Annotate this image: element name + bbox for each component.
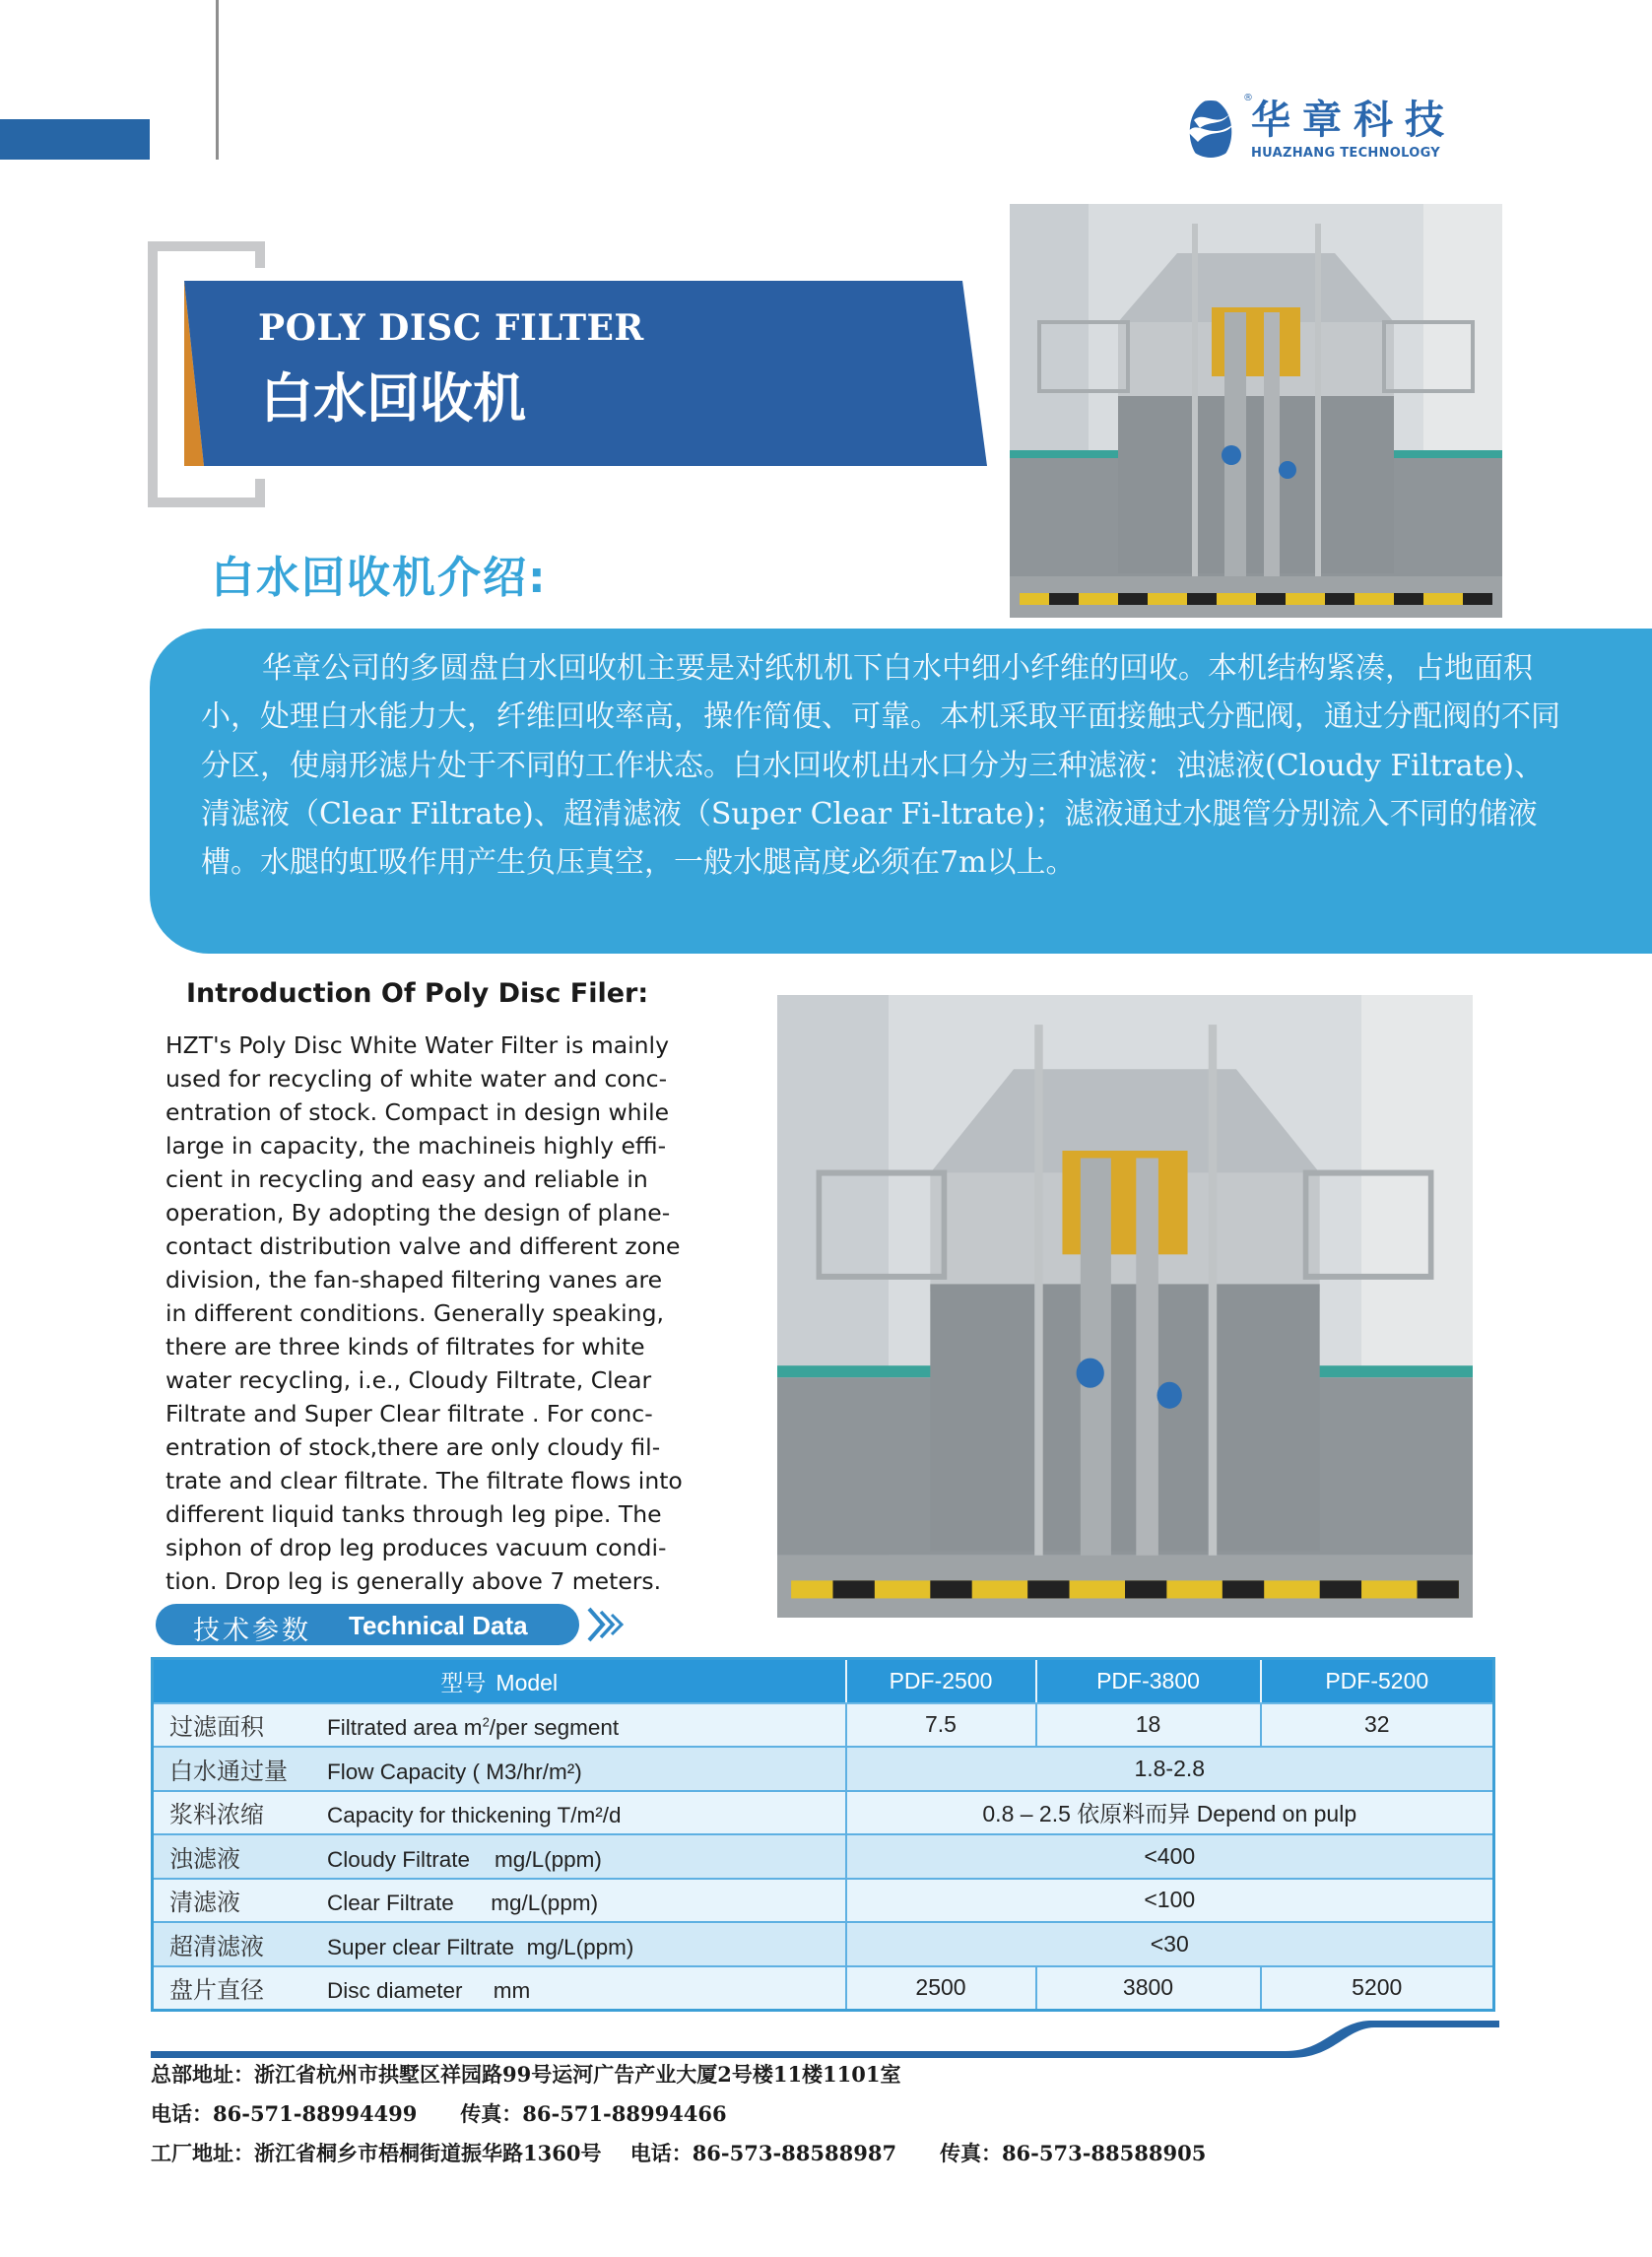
table-cell: <400 xyxy=(846,1834,1494,1879)
table-header-row xyxy=(153,1659,1494,1703)
intro-en-line: water recycling, i.e., Cloudy Filtrate, Clear xyxy=(165,1366,652,1394)
triple-chevron-right-icon xyxy=(587,1606,632,1643)
footer-hq-contact: 电话：86-571-88994499 传真：86-571-88994466 xyxy=(151,2101,727,2126)
model-pdf-5200-header: PDF-5200 xyxy=(1261,1659,1494,1703)
footer-factory-info: 工厂地址：浙江省桐乡市梧桐街道振华路1360号 电话：86-573-88588987 传真：86-573-88588905 xyxy=(151,2141,1207,2165)
intro-en-line: HZT's Poly Disc White Water Filter is mainly xyxy=(165,1031,669,1059)
brand-name-en: HUAZHANG TECHNOLOGY xyxy=(1251,146,1441,161)
intro-en-line: large in capacity, the machineis highly effi- xyxy=(165,1132,667,1160)
table-cell: 3800 xyxy=(1036,1966,1261,2011)
footer-divider-swoosh xyxy=(148,2015,1502,2059)
title-bracket-decor xyxy=(255,479,265,507)
header-accent-bar xyxy=(0,119,150,160)
product-photo-middle xyxy=(777,995,1473,1618)
tech-data-label-en: Technical Data xyxy=(349,1611,528,1640)
table-cell: <30 xyxy=(846,1922,1494,1966)
table-row: 过滤面积 Filtrated area $m^2$/per segment 7.5 18 32 xyxy=(153,1703,1494,1748)
tech-data-label-cn: 技术参数 xyxy=(193,1616,311,1646)
table-cell: 18 xyxy=(1036,1703,1261,1748)
table-row: 清滤液 Clear Filtrate mg/L(ppm) <100 xyxy=(153,1879,1494,1923)
row-label: Filtrated area $m^2$/per segment xyxy=(327,1714,620,1741)
table-cell: 1.8-2.8 xyxy=(846,1747,1494,1791)
table-row: 浊滤液 Cloudy Filtrate mg/L(ppm) <400 xyxy=(153,1834,1494,1879)
product-title-cn: 白水回收机 xyxy=(260,367,526,430)
model-pdf-2500-header: PDF-2500 xyxy=(846,1659,1036,1703)
machine-photo-icon xyxy=(1010,204,1502,618)
model-pdf-3800-header: PDF-3800 xyxy=(1036,1659,1261,1703)
table-cell: 7.5 xyxy=(846,1703,1036,1748)
spec-table xyxy=(151,1657,1495,2012)
machine-photo-icon xyxy=(777,995,1473,1618)
intro-en-line: trate and clear filtrate. The filtrate flows into xyxy=(165,1467,683,1494)
intro-heading-cn: 白水回收机介绍: xyxy=(211,553,548,603)
tech-data-label xyxy=(156,1604,579,1645)
table-row: 超清滤液 Super clear Filtrate mg/L(ppm) <30 xyxy=(153,1922,1494,1966)
header-divider-line xyxy=(216,0,219,160)
intro-en-line: tion. Drop leg is generally above 7 meters. xyxy=(165,1567,662,1595)
intro-en-line: Filtrate and Super Clear filtrate . For conc- xyxy=(165,1400,653,1427)
intro-en-body xyxy=(165,1029,729,1598)
intro-en-line: entration of stock. Compact in design while xyxy=(165,1098,670,1126)
intro-en-line: in different conditions. Generally speaking, xyxy=(165,1299,664,1327)
intro-en-heading: Introduction Of Poly Disc Filer: xyxy=(186,978,649,1009)
table-row: 浆料浓缩 Capacity for thickening T/m²/d 0.8 – 2.5 依原料而异 Depend on pulp xyxy=(153,1791,1494,1835)
table-cell: 32 xyxy=(1261,1703,1494,1748)
brand-logo xyxy=(1180,93,1505,166)
table-cell: 5200 xyxy=(1261,1966,1494,2011)
intro-en-line: entration of stock,there are only cloudy fil- xyxy=(165,1433,661,1461)
table-cell: 2500 xyxy=(846,1966,1036,2011)
intro-cn-panel xyxy=(150,629,1652,954)
intro-en-line: used for recycling of white water and conc- xyxy=(165,1065,668,1093)
model-column-header: 型号 Model xyxy=(153,1659,846,1703)
intro-en-line: different liquid tanks through leg pipe. The xyxy=(165,1500,662,1528)
footer-hq-address: 总部地址：浙江省杭州市拱墅区祥园路99号运河广告产业大厦2号楼11楼1101室 xyxy=(151,2062,901,2087)
table-row: 白水通过量 Flow Capacity ( M3/hr/m²) 1.8-2.8 xyxy=(153,1747,1494,1791)
intro-en-line: operation, By adopting the design of plane- xyxy=(165,1199,671,1227)
intro-en-line: there are three kinds of filtrates for white xyxy=(165,1333,645,1361)
intro-en-line: cient in recycling and easy and reliable in xyxy=(165,1165,648,1193)
registered-mark: ® xyxy=(1243,93,1253,103)
huazhang-logo-icon xyxy=(1180,99,1241,160)
product-photo-top xyxy=(1010,204,1502,618)
intro-en-line: contact distribution valve and different zone xyxy=(165,1232,681,1260)
table-cell: 0.8 – 2.5 依原料而异 Depend on pulp xyxy=(846,1791,1494,1835)
intro-en-line: division, the fan-shaped filtering vanes are xyxy=(165,1266,663,1294)
brand-name-cn: 华章科技 xyxy=(1251,98,1456,143)
intro-en-line: siphon of drop leg produces vacuum condi- xyxy=(165,1534,667,1561)
intro-cn-body: 华章公司的多圆盘白水回收机主要是对纸机机下白水中细小纤维的回收。本机结构紧凑，占地面积小，处理白水能力大，纤维回收率高，操作简便、可靠。本机采取平面接触式分配阀，通过分配阀的不同分区，使扇形滤片处于不同的工作状态。白水回收机出水口分为三种滤液：浊滤液(Cloudy Filtrate)、清滤液（Clear Filtrate)、超清滤液（Super Clear Fi-ltrate)；滤液通过水腿管分别流入不同的储液槽。水腿的虹吸作用产生负压真空，一般水腿高度必须在7m以上。 xyxy=(201,651,1560,881)
title-bracket-decor xyxy=(255,241,265,268)
product-title-en: POLY DISC FILTER xyxy=(258,307,644,349)
table-cell: <100 xyxy=(846,1879,1494,1923)
table-row: 盘片直径 Disc diameter mm 2500 3800 5200 xyxy=(153,1966,1494,2011)
